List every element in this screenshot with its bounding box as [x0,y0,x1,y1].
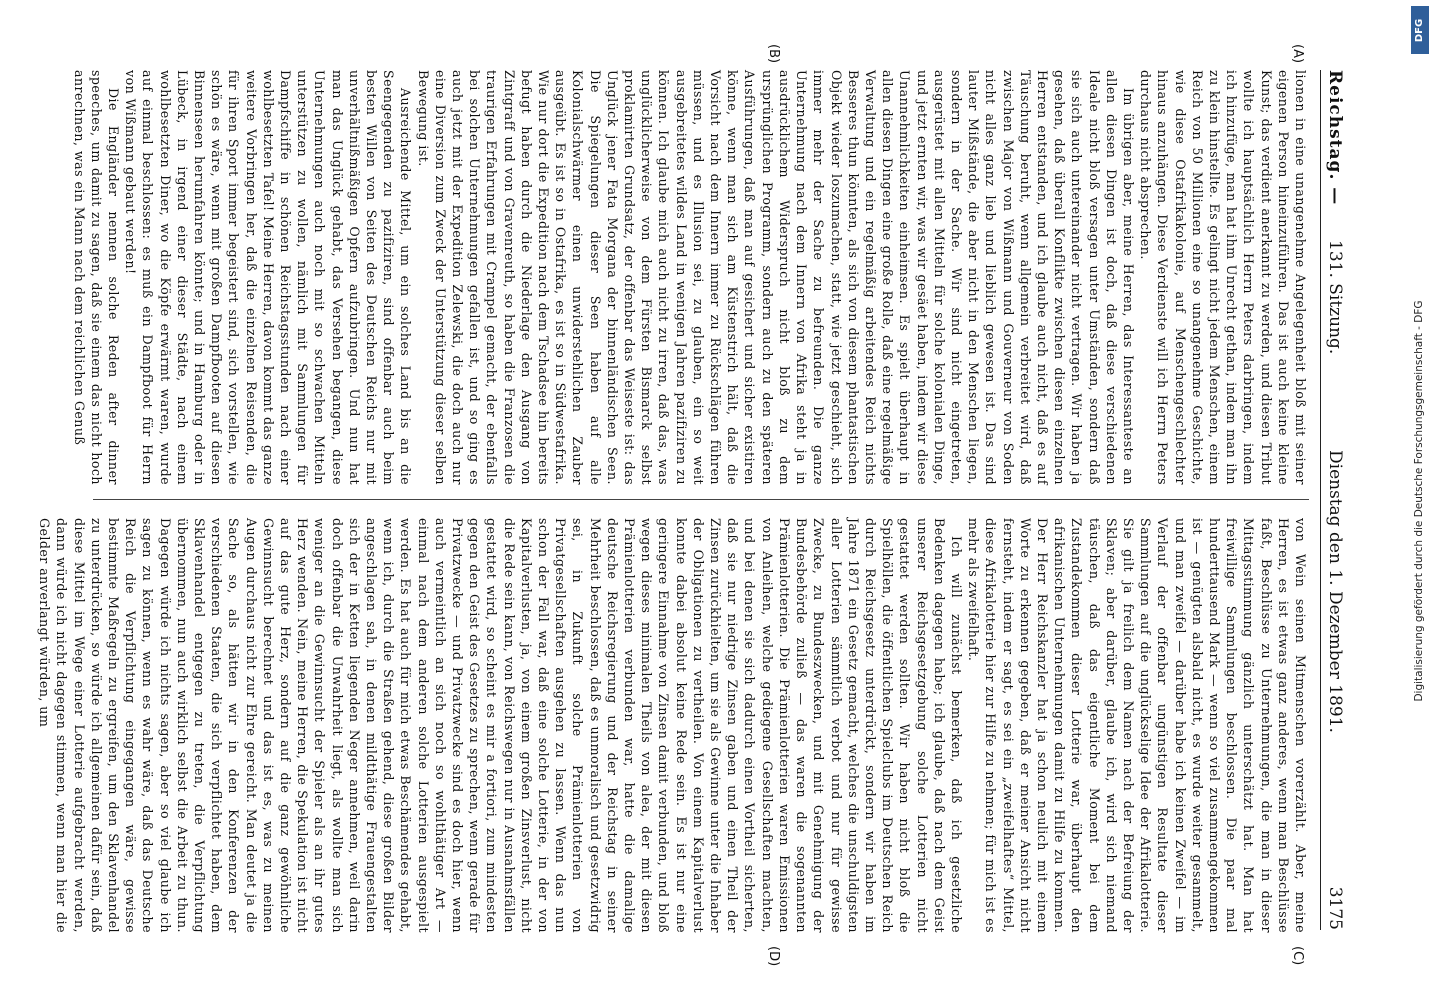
margin-mark-b: (B) [766,44,781,64]
paragraph: Die Engländer nennen solche Reden after dinner speeches, um damit zu sagen, daß sie einem das nicht hoch anrechnen, was ein Mann nach dem reichlichen Genuß [71,70,121,485]
rotated-page [37,30,1361,970]
paragraph: von Wein seinen Mitmenschen vorerzählt. Aber, meine Herren, es ist etwas ganz anderes, wenn man Beschlüsse faßt, Beschlüsse zu Unternehmungen, die man in dieser Mittagsstimmung gänzlich unterschätzt hat. Man hat freiwillige Sammlungen beschlossen. Die paar mal hunderttausend Mark — wenn so viel zusammengekommen ist — genügten alsbald nicht, es wurde weiter gesammelt, und man zweifel — darüber habe ich keinen Zweifel — im Verlauf der offenbar ungünstigen Resultate dieser Sammlungen auf die unglückselige Idee der Afrikalotterie. Sie gilt ja freilich dem Namen nach der Befreiung der Sklaven; aber darüber, glaube ich, wird sich niemand täuschen, daß das eigentliche Moment bei dem Zustandekommen dieser Lotterie war, überhaupt den afrikanischen Unternehmungen damit zu Hilfe zu kommen. Der Herr Reichskanzler hat ja schon neulich mit einem Worte zu erkennen gegeben, daß er meiner Ansicht nicht fernsteht, indem er sagt, es sei ein „zweifelhaftes“ Mittel, diese Afrikalotterie hier zur Hilfe zu nehmen; für mich ist es mehr als zweifelhaft. [966,518,1308,933]
dfg-logo-text: DFG [1414,18,1426,42]
paragraph: Ich will zunächst bemerken, daß ich gesetzliche Bedenken dagegen habe; ich glaube, daß nach dem Geist unserer Reichsgesetzgebung solche Lotterien nicht gestattet werden sollten. Wir haben nicht bloß die Spielhöllen, die öffentlichen Spielclubs im Deutschen Reich durch Reichsgesetz unterdrückt, sondern wir haben im Jahre 1871 ein Gesetz gemacht, welches die unschuldigsten aller Lotterien sämmtlich verbot und nur für gewisse Zwecke, zu Bundeszwecken, und mit Genehmigung der Bundesbehörde zuließ — das waren die sogenannten Prämienlotterien. Die Prämienlotterien waren Emissionen von Anleihen, welche gediegene Gesellschaften machten, und bei denen sie sich dadurch einen Vortheil sicherten, daß sie nur niedrige Zinsen gaben und einen Theil der Zinsen zurückhielten, um sie als Gewinne unter die Inhaber der Obligationen zu vertheilen. Von einem Kapitalverlust konnte dabei absolut keine Rede sein. Es ist nur eine geringere Einnahme von Zinsen damit verbunden, und bloß wegen dieses minimalen Theils von alea, der mit diesen Prämienlotterien verbunden war, hatte die damalige deutsche Reichsregierung und der Reichstag in seiner Mehrheit beschlossen, daß es unmoralisch und gesetzwidrig sei, in Zukunft solche Prämienlotterien von Privatgesellschaften ausgehen zu lassen. Wenn das nun schon der Fall war, daß eine solche Lotterie, in der von Kapitalverlusten, ja, von einem großen Zinsverlust, nicht die Rede sein kann, von Reichswegen nur in Ausnahmsfällen gestattet wird, so scheint es mir a fortiori, zum mindesten gegen den Geist des Gesetzes zu sprechen, wenn gerade für Privatzwecke — und Privatzwecke sind es doch hier, wenn auch vermeintlich an sich noch so wohlthätiger Art — einmal nach dem anderen solche Lotterien ausgespielt werden. Es hat auch für mich etwas Beschämendes gehabt, wenn ich, durch die Straßen gehend, diese großen Bilder angeschlagen sah, in denen mildthätige Frauengestalten sich der in Ketten liegenden Neger annehmen, weil darin doch offenbar die Unwahrheit liegt, als wollte man sich weniger an die Gewinnsucht der Spieler als an ihr gutes Herz wenden. Nein, meine Herren, die Spekulation ist nicht auf das gute Herz, sondern auf die ganz gewöhnliche Gewinnsucht berechnet und das ist es, was zu meinen Augen durchaus nicht zur Ehre gereicht. Man deutet ja die Sache so, als hätten wir in den Konferenzen der verschiedenen Staaten, die sich verpflichtet haben, dem Sklavenhandel entgegen zu treten, die Verpflichtung übernommen, nun auch wirklich selbst die Arbeit zu thun. Dagegen würde ich nichts sagen, aber so viel glaube ich sagen zu können, wenn es wahr wäre, daß das Deutsche Reich die Verpflichtung eingegangen wäre, gewisse bestimmte Maßregeln zu ergreifen, um den Sklavenhandel zu unterdrücken, so würde ich allgemeinen dafür sein, daß diese Mittel im Wege einer Lotterie aufgebracht werden, dann würde ich nicht dagegen stimmen, wenn man hier die Gelder anverlangt würden, um [37,518,964,933]
header-title: Reichstag. — [1325,70,1345,206]
header-date: Dienstag den 1. Dezember 1891. [1325,450,1345,733]
page-header [1320,70,1347,930]
page-number: 3175 [1325,886,1345,930]
right-text-column [37,518,1309,933]
left-text-column [71,70,1309,485]
dfg-logo [1411,6,1429,54]
paragraph: lionen in eine unangenehme Angelegenheit bloß mit seiner eigenen Person hineinzuführen. Das ist auch keine kleine Kunst; das verdient anerkannt zu werden, und diesen Tribut wollte ich hauptsächlich Herrn Peters darbringen, indem ich hinzufüge, man hat ihm Unrecht gethan, indem man ihn zu klein hinstellte. Es gelingt nicht jedem Menschen, einem Reich von 50 Millionen eine so unangenehme Geschichte, wie diese Ostafrikakolonie, auf Menschengeschlechter hinaus anzuhängen. Diese Verdienste will ich Herrn Peters durchaus nicht absprechen. [1138,70,1308,485]
digitization-credit [1408,6,1430,996]
paragraph: Im übrigen aber, meine Herren, das Interessanteste an allen diesen Dingen ist doch, daß diese verschiedenen Ideale nicht bloß versagen unter Umständen, sondern daß sie sich auch untereinander nicht vertragen. Wir haben ja gesehen, daß überall Konflikte zwischen diesen einzelnen Herren entstanden, und ich glaube auch nicht, daß es auf Täuschung beruht, wenn allgemein verbreitet wird, daß zwischen Major von Wißmann und Gouverneur von Soden nicht alles ganz lieb und lieblich gewesen ist. Das sind lauter Mißstände, die aber nicht in den Menschen liegen, sondern in der Sache. Wir sind nicht eingetreten, ausgerüstet mit allen Mitteln für solche kolonialen Dinge, und jetzt ernten wir, was wir gesäet haben, indem wir diese Unannehmlichkeiten einheimsen. Es spielt überhaupt in allen diesen Dingen eine große Rolle, daß eine regelmäßige Verwaltung und ein regelmäßig arbeitendes Reich nichts Besseres thun könnten, als sich von diesem phantastischen Objekt wieder loszumachen, statt, wie jetzt geschieht, sich immer mehr der Sache zu befreunden. Die ganze Unternehmung nach dem Innern von Afrika steht ja in ausdrücklichem Widerspruch nicht bloß zu dem ursprünglichen Programm, sondern auch zu den späteren Ausführungen, daß man auf gesichert und sicher existiren könne, wenn man sich am Küstenstrich hält, daß die Vorsicht nach dem Innern immer zu Rückschlägen führen müssen, und es Illusion sei, zu glauben, ein so weit ausgebreitetes wildes Land in wenigen Jahren pazifiziren zu können. Ich glaube mich auch nicht zu irren, daß das, was unglücklicherweise von dem Fürsten Bismarck selbst proklamirten Grundsatz, der offenbar das Weiseste ist: das Unglück jener Fata Morgana der binnenländischen Seen. Die Spiegelungen dieser Seen haben auf alle Kolonialschwärmer einen unwiderstehlichen Zauber ausgeübt. Es ist so in Ostafrika, es ist so in Südwestafrika. Wie nur dort die Expedition nach dem Tschadsee hin bereits befugt haben durch die Niederlage den Ausgang von Zintgraff und von Gravenreuth, so haben die Franzosen die traurigen Erfahrungen mit Crampel gemacht, der ebenfalls bei solchen Unternehmungen gefallen ist, und so ging es auch jetzt mit der Expedition Zelewski, die doch auch nur eine Diversion zum Zweck der Unterstützung dieser selben Bewegung ist. [415,70,1136,485]
paragraph: Ausreichende Mittel, um ein solches Land bis an die Seengegenden zu pazifiziren, sind offenbar auch beim besten Willen von Seiten des Deutschen Reichs nur mit unverhältnißmäßigen Opfern aufzubringen. Und nun hat man das Unglück gehabt, das Versehen begangen, diese Unternehmungen auch noch mit so schwachen Mitteln unterstützen zu wollen, nämlich mit Sammlungen für Dampfschiffe in schönen Reichstagsstunden nach einer wohlbesetzten Tafel! Meine Herren, davon kommt das ganze weitere Vorbringen her, daß die einzelnen Reisenden, die für ihren Sport immer begeistert sind, sich vorstellen, wie schön es wäre, wenn mit großen Dampfbooten auf diesen Binnenseen herumfahren könnte; und in Hamburg oder in Lübeck, in irgend einer dieser Städte, nach einem wohlbesetzten Diner, wo die Köpfe erwärmt waren, wurde auf einmal beschlossen: es muß ein Dampfboot für Herrn von Wißmann gebaut werden! [123,70,414,485]
margin-mark-c: (C) [1290,946,1305,966]
header-session: 131. Sitzung. [1325,240,1345,355]
column-divider [93,499,1309,500]
credit-text: Digitalisierung gefördert durch die Deutsche Forschungsgemeinschaft - DFG [1413,300,1425,702]
margin-mark-d: (D) [766,946,781,967]
margin-mark-a: (A) [1290,44,1305,64]
